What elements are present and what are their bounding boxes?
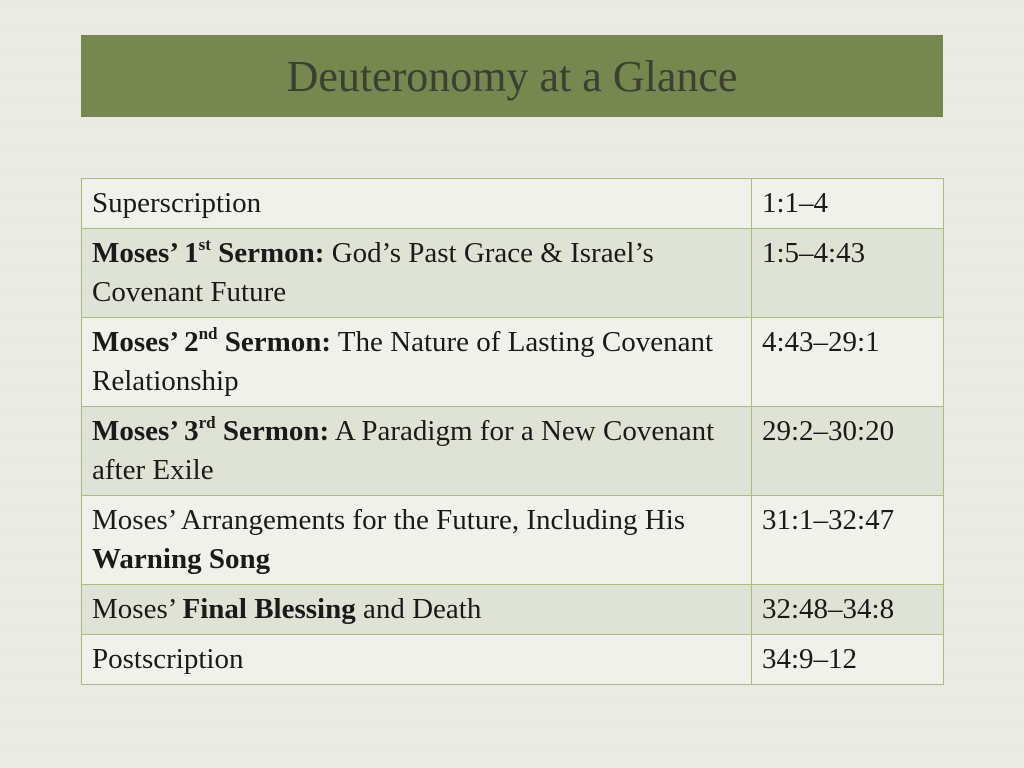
table-row [82, 318, 944, 407]
table-row [82, 496, 944, 585]
table-row [82, 635, 944, 685]
sermon-label: Moses’ 2nd Sermon: [92, 324, 332, 358]
section-text-tail: and Death [355, 593, 482, 625]
section-cell [82, 179, 752, 229]
section-text: Superscription [92, 187, 262, 219]
table-row [82, 179, 944, 229]
section-text: The Nature of Lasting Covenant Relationship [92, 326, 714, 397]
section-cell [82, 407, 752, 496]
reference-cell: 4:43–29:1 [752, 318, 944, 407]
sermon-label: Moses’ 1st Sermon: [92, 235, 325, 269]
section-cell [82, 318, 752, 407]
section-emphasis: Final Blessing [182, 593, 356, 625]
section-emphasis: Warning Song [92, 543, 271, 575]
reference-cell: 1:1–4 [752, 179, 944, 229]
reference-cell: 32:48–34:8 [752, 585, 944, 635]
sermon-label: Moses’ 3rd Sermon: [92, 413, 330, 447]
section-text: A Paradigm for a New Covenant after Exile [92, 415, 715, 486]
section-text: Postscription [92, 643, 244, 675]
section-text: God’s Past Grace & Israel’s Covenant Future [92, 237, 654, 308]
section-text: Moses’ Arrangements for the Future, Including His [92, 504, 686, 536]
section-cell [82, 635, 752, 685]
reference-cell: 1:5–4:43 [752, 229, 944, 318]
outline-table [81, 178, 944, 685]
section-cell [82, 585, 752, 635]
table-row [82, 229, 944, 318]
title-banner [81, 35, 943, 117]
table-row [82, 407, 944, 496]
slide-title: Deuteronomy at a Glance [286, 51, 738, 101]
section-cell [82, 229, 752, 318]
section-text: Moses’ [92, 593, 183, 625]
section-cell [82, 496, 752, 585]
reference-cell: 29:2–30:20 [752, 407, 944, 496]
reference-cell: 31:1–32:47 [752, 496, 944, 585]
table-row [82, 585, 944, 635]
reference-cell: 34:9–12 [752, 635, 944, 685]
